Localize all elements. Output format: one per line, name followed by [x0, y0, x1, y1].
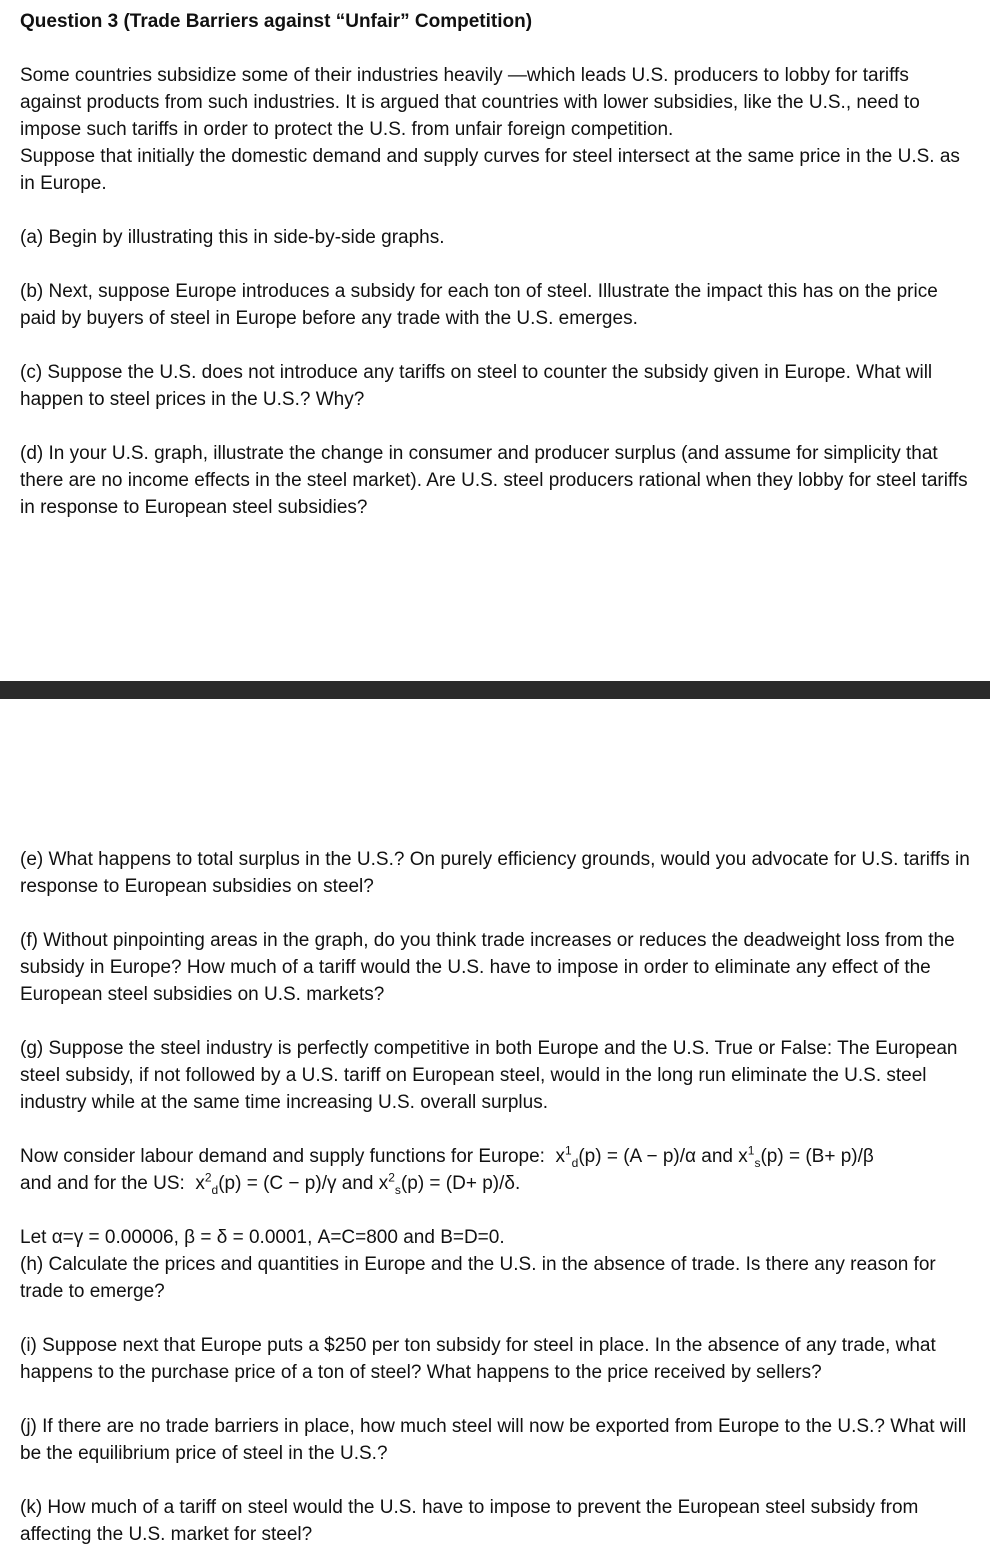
- intro-paragraph: Some countries subsidize some of their industries heavily —which leads U.S. producers to lobby for tariffs against products from such industries. It is argued that countries with lower subsidies, like the U.S., need to impose such tariffs in order to protect the U.S. from unfair foreign competition.: [20, 65, 920, 140]
- labour-functions: Now consider labour demand and supply functions for Europe: $x^1_d(p) = (A - p)/\alpha$ and $x^1_s(p) = (B+ p)/\beta$ and and for the US: $x^2_d(p) = (C - p)/\gamma$ and $x^2_s(p) = (D+ p)/\delta$.: [20, 1143, 874, 1197]
- page-divider: [0, 681, 990, 699]
- question-f: (f) Without pinpointing areas in the graph, do you think trade increases or reduces the deadweight loss from the subsidy in Europe? How much of a tariff would the U.S. have to impose in order to eliminate any effect of the European steel subsidies on U.S. markets?: [20, 930, 955, 1005]
- question-a: (a) Begin by illustrating this in side-by-side graphs.: [20, 227, 445, 248]
- eu-demand-function: $x^1_d(p) = (A - p)/\alpha$: [555, 1143, 696, 1170]
- question-k: (k) How much of a tariff on steel would the U.S. have to impose to prevent the European steel subsidy from affecting the U.S. market for steel?: [20, 1497, 919, 1545]
- question-h: (h) Calculate the prices and quantities in Europe and the U.S. in the absence of trade. Is there any reason for trade to emerge?: [20, 1254, 936, 1302]
- parameter-values: Let α=γ = 0.00006, β = δ = 0.0001, A=C=800 and B=D=0.: [20, 1227, 505, 1248]
- question-title: Question 3 (Trade Barriers against “Unfair” Competition): [20, 11, 533, 32]
- question-d: (d) In your U.S. graph, illustrate the change in consumer and producer surplus (and assume for simplicity that there are no income effects in the steel market). Are U.S. steel producers rational when they lobby for steel tariffs in response to European steel subsidies?: [20, 443, 968, 518]
- question-c: (c) Suppose the U.S. does not introduce any tariffs on steel to counter the subsidy given in Europe. What will happen to steel prices in the U.S.? Why?: [20, 362, 933, 410]
- us-supply-function: $x^2_s(p) = (D+ p)/\delta$.: [378, 1170, 521, 1197]
- question-i: (i) Suppose next that Europe puts a $250 per ton subsidy for steel in place. In the absence of any trade, what happens to the purchase price of a ton of steel? What happens to the price received by sellers?: [20, 1335, 936, 1383]
- question-e: (e) What happens to total surplus in the U.S.? On purely efficiency grounds, would you advocate for U.S. tariffs in response to European subsidies on steel?: [20, 849, 970, 897]
- us-demand-function: $x^2_d(p) = (C - p)/\gamma$: [195, 1170, 337, 1197]
- intro-assumption: Suppose that initially the domestic demand and supply curves for steel intersect at the same price in the U.S. as in Europe.: [20, 146, 960, 194]
- page-one: [20, 8, 972, 521]
- question-g: (g) Suppose the steel industry is perfectly competitive in both Europe and the U.S. True or False: The European steel subsidy, if not followed by a U.S. tariff on European steel, would in the long run eliminate the U.S. steel industry while at the same time increasing U.S. overall surplus.: [20, 1038, 958, 1113]
- eu-supply-function: $x^1_s(p) = (B+ p)/\beta$: [738, 1143, 874, 1170]
- question-j: (j) If there are no trade barriers in place, how much steel will now be exported from Europe to the U.S.? What will be the equilibrium price of steel in the U.S.?: [20, 1416, 967, 1464]
- question-b: (b) Next, suppose Europe introduces a subsidy for each ton of steel. Illustrate the impact this has on the price paid by buyers of steel in Europe before any trade with the U.S. emerges.: [20, 281, 938, 329]
- page-two: [20, 846, 972, 1548]
